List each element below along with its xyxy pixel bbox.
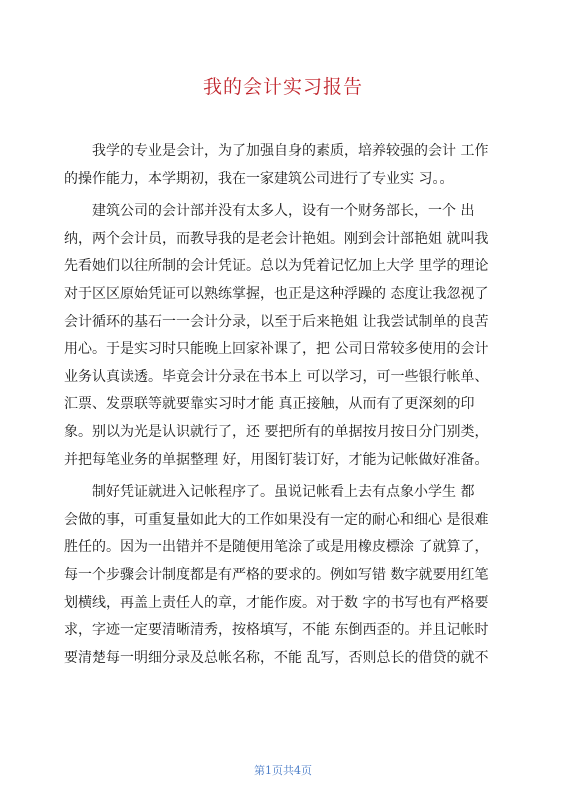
document-title: 我的会计实习报告	[202, 76, 363, 98]
paragraph-3	[64, 479, 504, 672]
text-line: 汇票、发票联等就要靠实习时才能 真正接触，从而有了更深刻的印	[64, 396, 475, 413]
document-body	[64, 138, 504, 677]
paragraph-1	[64, 138, 504, 193]
text-line: 每一个步骤会计制度都是有严格的要求的。例如写错 数字就要用红笔	[64, 566, 489, 583]
text-line: 我学的专业是会计，为了加强自身的素质，培养较强的会计 工作	[92, 143, 489, 159]
text-line: 胜任的。因为一出错并不是随便用笔涂了或是用橡皮標涂 了就算了，	[64, 539, 489, 556]
text-line: 求，字迹一定要清晰清秀，按格填写，不能 东倒西歪的。并且记帐时	[64, 622, 489, 639]
text-line: 业务认真读透。毕竟会计分录在书本上 可以学习，可一些银行帐单、	[64, 368, 489, 385]
paragraph-2	[64, 198, 504, 474]
text-line: 的操作能力，本学期初，我在一家建筑公司进行了专业实 习。。	[64, 170, 454, 187]
text-line: 象。别以为光是认识就行了，还 要把所有的单据按月按日分门别类，	[64, 423, 489, 440]
text-line: 要清楚每一明细分录及总帐名称，不能 乱写，否则总长的借贷的就不	[64, 649, 489, 666]
page-number-footer: 第1页共4页	[254, 764, 312, 777]
text-line: 划横线，再盖上责任人的章，才能作废。对于数 字的书写也有严格要	[64, 594, 489, 611]
text-line: 会计循环的基石一一会计分录，以至于后来艳姐 让我尝试制单的良苦	[64, 313, 489, 330]
text-line: 并把每笔业务的单据整理 好，用图钉装订好，才能为记帐做好准备。	[64, 451, 489, 468]
text-line: 建筑公司的会计部并没有太多人，设有一个财务部长，一个 出	[92, 203, 475, 220]
text-line: 用心。于是实习时只能晚上回家补课了，把 公司日常较多使用的会计	[64, 341, 489, 358]
text-line: 会做的事，可重复量如此大的工作如果没有一定的耐心和细心 是很难	[64, 511, 489, 528]
text-line: 对于区区原始凭证可以熟练掌握，也正是这种浮躁的 态度让我忽视了	[64, 285, 489, 302]
text-line: 先看她们以往所制的会计凭证。总以为凭着记忆加上大学 里学的理论	[64, 258, 489, 275]
text-line: 纳，两个会计员，而教导我的是老会计艳姐。刚到会计部艳姐 就叫我	[64, 230, 489, 247]
text-line: 制好凭证就进入记帐程序了。虽说记帐看上去有点象小学生 都	[92, 484, 475, 501]
